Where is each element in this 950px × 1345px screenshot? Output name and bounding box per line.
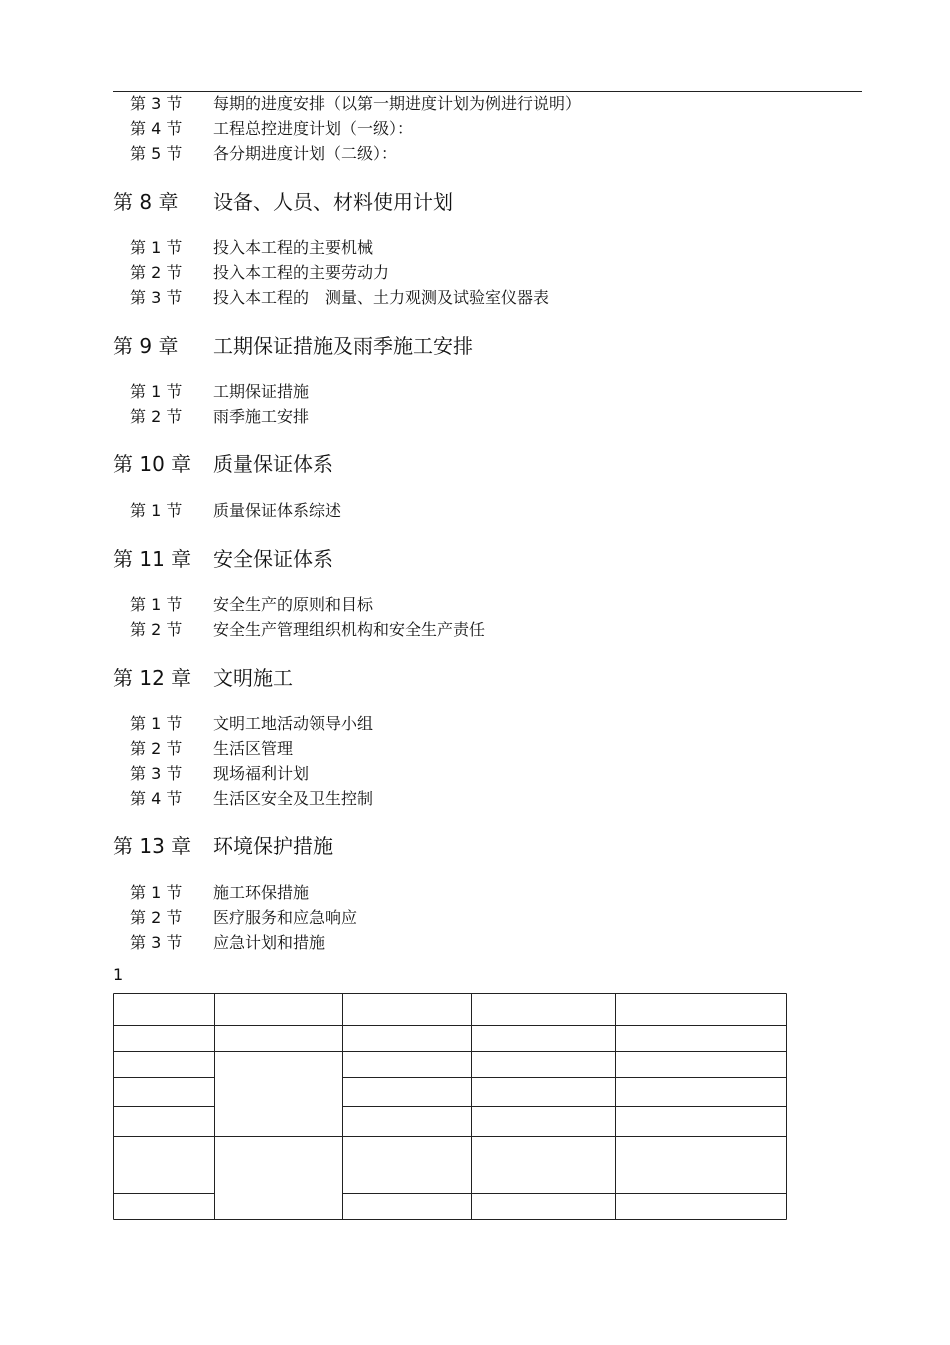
chapter-title: 工期保证措施及雨季施工安排	[213, 334, 473, 358]
chapter-title: 文明施工	[213, 666, 293, 690]
header-rule	[113, 91, 862, 92]
section-number: 第 1 节	[130, 714, 183, 733]
section-title: 每期的进度安排（以第一期进度计划为例进行说明）	[213, 94, 582, 113]
section-number: 第 3 节	[130, 764, 183, 783]
section-title: 生活区管理	[213, 739, 294, 758]
section-number: 第 2 节	[130, 739, 183, 758]
section-title: 医疗服务和应急响应	[213, 908, 358, 927]
section-number: 第 1 节	[130, 382, 183, 401]
section-number: 第 5 节	[130, 144, 183, 163]
section-title: 投入本工程的 测量、土力观测及试验室仪器表	[213, 288, 550, 307]
section-title: 现场福利计划	[213, 764, 310, 783]
chapter-number: 第 10 章	[113, 452, 192, 476]
chapter-title: 环境保护措施	[213, 834, 333, 858]
chapter-number: 第 12 章	[113, 666, 192, 690]
section-number: 第 1 节	[130, 501, 183, 520]
chapter-title: 质量保证体系	[213, 452, 333, 476]
section-number: 第 2 节	[130, 620, 183, 639]
chapter-number: 第 13 章	[113, 834, 192, 858]
chapter-number: 第 9 章	[113, 334, 179, 358]
section-number: 第 1 节	[130, 595, 183, 614]
section-number: 第 2 节	[130, 263, 183, 282]
chapter-number: 第 8 章	[113, 190, 179, 214]
section-number: 第 3 节	[130, 288, 183, 307]
section-title: 文明工地活动领导小组	[213, 714, 374, 733]
section-number: 第 4 节	[130, 119, 183, 138]
section-number: 第 2 节	[130, 407, 183, 426]
empty-table-grid	[113, 993, 787, 1220]
chapter-number: 第 11 章	[113, 547, 192, 571]
section-number: 第 2 节	[130, 908, 183, 927]
section-number: 第 3 节	[130, 933, 183, 952]
empty-table	[113, 993, 787, 1220]
section-title: 质量保证体系综述	[213, 501, 342, 520]
section-title: 工程总控进度计划（一级）：	[213, 119, 414, 138]
section-number: 第 4 节	[130, 789, 183, 808]
chapter-title: 安全保证体系	[213, 547, 333, 571]
section-title: 各分期进度计划（二级）：	[213, 144, 398, 163]
section-title: 应急计划和措施	[213, 933, 326, 952]
section-title: 投入本工程的主要机械	[213, 238, 374, 257]
section-title: 生活区安全及卫生控制	[213, 789, 374, 808]
section-title: 雨季施工安排	[213, 407, 310, 426]
section-number: 第 1 节	[130, 883, 183, 902]
section-title: 工期保证措施	[213, 382, 310, 401]
page-number: 1	[113, 965, 124, 984]
section-title: 安全生产管理组织机构和安全生产责任	[213, 620, 486, 639]
section-number: 第 1 节	[130, 238, 183, 257]
section-number: 第 3 节	[130, 94, 183, 113]
section-title: 投入本工程的主要劳动力	[213, 263, 390, 282]
section-title: 安全生产的原则和目标	[213, 595, 374, 614]
section-title: 施工环保措施	[213, 883, 310, 902]
chapter-title: 设备、人员、材料使用计划	[213, 190, 453, 214]
